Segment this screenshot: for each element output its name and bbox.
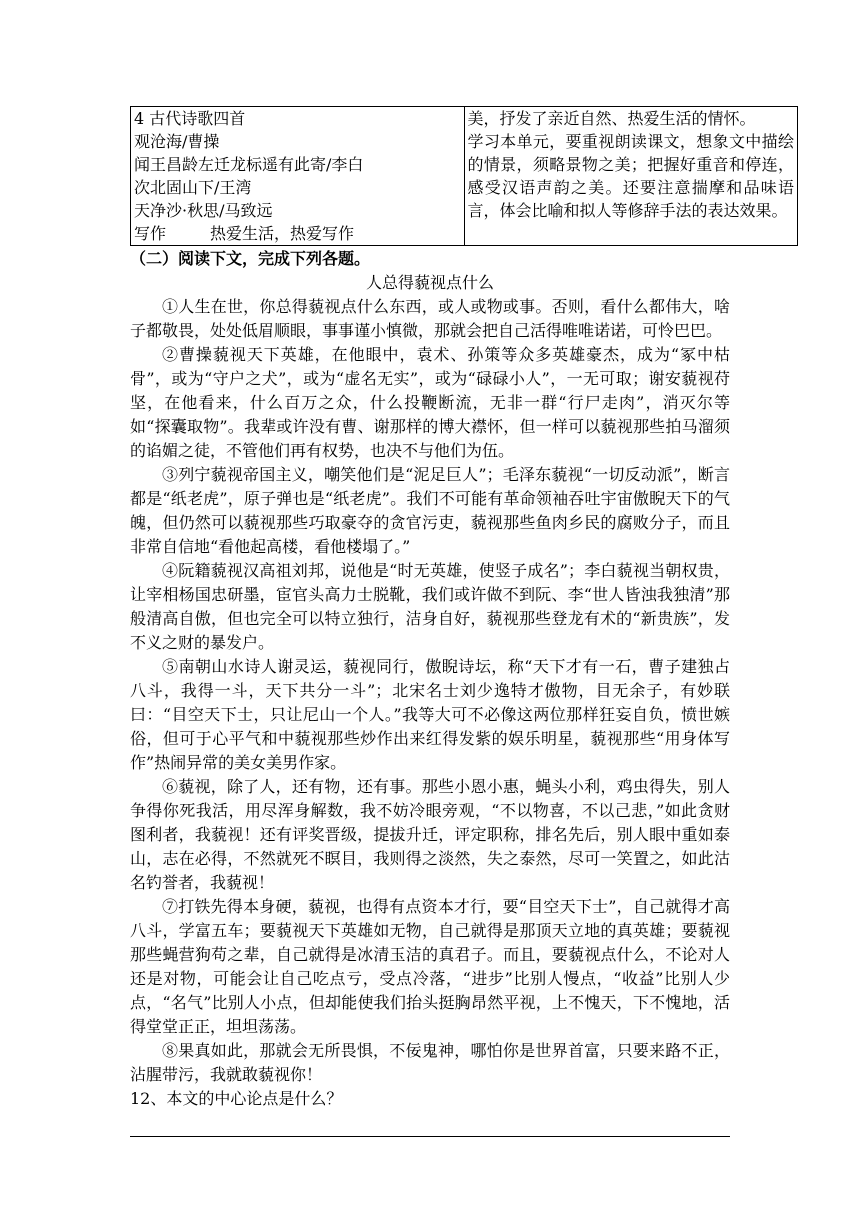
writing-value: 热爱生活，热爱写作: [210, 224, 355, 243]
document-page: [130, 106, 794, 1137]
table-line: 天净沙·秋思/马致远: [134, 201, 273, 220]
table-right-first: 美，抒发了亲近自然、热爱生活的情怀。: [467, 109, 756, 128]
unit-table: [130, 106, 798, 246]
article-paragraph: ③列宁藐视帝国主义，嘲笑他们是“泥足巨人”；毛泽东藐视“一切反动派”，断言都是“纸老虎”，原子弹也是“纸老虎”。我们不可能有革命领袖吞吐宇宙傲睨天下的气魄，但仍然可以藐视那些巧取豪夺的贪官污吏，藐视那些鱼肉乡民的腐败分子，而且非常自信地“看他起高楼，看他楼塌了。”: [130, 465, 730, 556]
answer-line[interactable]: [130, 1135, 730, 1137]
article-paragraph: ⑤南朝山水诗人谢灵运，藐视同行，傲睨诗坛，称“天下才有一石，曹子建独占八斗，我得一斗，天下共分一斗”；北宋名士刘少逸特才傲物，目无余子，有妙联曰：“目空天下士，只让尼山一个人。”我等大可不必像这两位那样狂妄自负，愤世嫉俗，但可于心平气和中藐视那些炒作出来红得发紫的娱乐明星，藐视那些“用身体写作”热闹异常的美女美男作家。: [130, 657, 730, 772]
article-paragraph: ⑦打铁先得本身硬，藐视，也得有点资本才行，要“目空天下士”，自己就得才高八斗，学富五车；要藐视天下英雄如无物，自己就得是那顶天立地的真英雄；要藐视那些蝇营狗苟之辈，自己就得是冰清玉洁的真君子。而且，要藐视点什么，不论对人还是对物，可能会让自己吃点亏，受点冷落，“进步”比别人慢点，“收益”比别人少点，“名气”比别人小点，但却能使我们抬头挺胸昂然平视，上不愧天，下不愧地，活得堂堂正正，坦坦荡荡。: [130, 897, 730, 1036]
article-title: 人总得藐视点什么: [365, 273, 494, 292]
table-line: 次北固山下/王湾: [134, 178, 252, 197]
table-line: 观沧海/曹操: [134, 132, 220, 151]
table-left-cell: [131, 107, 465, 246]
article-paragraph: ⑧果真如此，那就会无所畏惧，不佞鬼神，哪怕你是世界首富，只要来路不正，沾腥带污，我就敢藐视你！: [130, 1041, 730, 1084]
section-heading: （二）阅读下文，完成下列各题。: [130, 249, 371, 268]
article-paragraph: ④阮籍藐视汉高祖刘邦，说他是“时无英雄，使竖子成名”；李白藐视当朝权贵，让宰相杨国忠研墨，宦官头高力士脱靴，我们或许做不到阮、李“世人皆浊我独清”那般清高自傲，但也完全可以特立独行，洁身自好，藐视那些登龙有术的“新贵族”，发不义之财的暴发户。: [130, 561, 730, 652]
table-line-writing: [134, 222, 461, 245]
article-paragraph: ①人生在世，你总得藐视点什么东西，或人或物或事。否则，看什么都伟大，啥子都敬畏，处处低眉顺眼，事事谨小慎微，那就会把自己活得唯唯诺诺，可怜巴巴。: [130, 297, 730, 340]
table-line: 闻王昌龄左迁龙标遥有此寄/李白: [134, 155, 364, 174]
table-right-cell: [464, 107, 798, 246]
table-right-paragraph: 学习本单元，要重视朗读课文，想象文中描绘的情景，须略景物之美；把握好重音和停连，感受汉语声韵之美。还要注意揣摩和品味语言，体会比喻和拟人等修辞手法的表达效果。: [467, 132, 794, 220]
question-12: 12、本文的中心论点是什么？: [130, 1089, 343, 1108]
writing-label: 写作: [134, 224, 167, 243]
article-paragraph: ⑥藐视，除了人，还有物，还有事。那些小恩小惠，蝇头小利，鸡虫得失，别人争得你死我活，用尽浑身解数，我不妨冷眼旁观，“不以物喜，不以己悲，”如此贪财图利者，我藐视！还有评奖晋级，提拔升迁，评定职称，排名先后，别人眼中重如泰山，志在必得，不然就死不瞑目，我则得之淡然，失之泰然，尽可一笑置之，如此沽名钓誉者，我藐视！: [130, 777, 730, 892]
article-paragraph: ②曹操藐视天下英雄，在他眼中，袁术、孙策等众多英雄豪杰，成为“冢中枯骨”，或为“守户之犬”，或为“虚名无实”，或为“碌碌小人”，一无可取；谢安藐视苻坚，在他看来，什么百万之众，什么投鞭断流，无非一群“行尸走肉”，消灭尔等如“探囊取物”。我辈或许没有曹、谢那样的博大襟怀，但一样可以藐视那些拍马溜须的谄媚之徒，不管他们再有权势，也决不与他们为伍。: [130, 345, 730, 460]
table-line: 4 古代诗歌四首: [134, 109, 246, 128]
